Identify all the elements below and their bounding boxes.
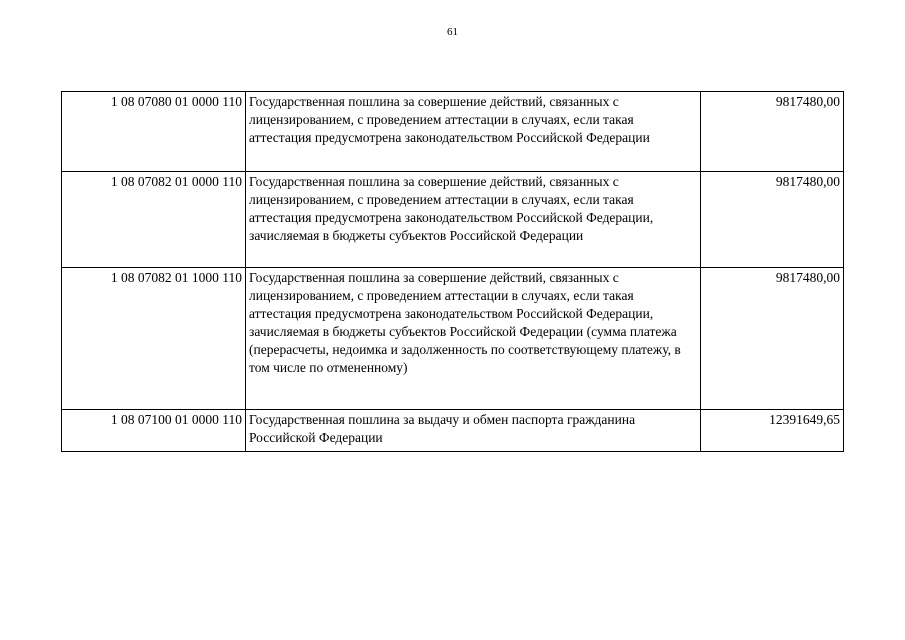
row-description: Государственная пошлина за совершение действий, связанных с лицензированием, с проведением аттестации в случаях, если такая аттестация предусмотрена законодательством Российской Федерации, зачисляемая в бюджеты субъектов Российской Федерации <box>246 172 701 268</box>
row-amount: 9817480,00 <box>701 268 844 410</box>
table-row <box>62 410 844 452</box>
row-amount: 9817480,00 <box>701 172 844 268</box>
row-code: 1 08 07082 01 0000 110 <box>62 172 246 268</box>
table-row <box>62 92 844 172</box>
table-row <box>62 268 844 410</box>
row-amount: 9817480,00 <box>701 92 844 172</box>
row-code: 1 08 07100 01 0000 110 <box>62 410 246 452</box>
row-amount: 12391649,65 <box>701 410 844 452</box>
revenue-table <box>61 91 844 452</box>
row-description: Государственная пошлина за выдачу и обмен паспорта гражданина Российской Федерации <box>246 410 701 452</box>
row-code: 1 08 07080 01 0000 110 <box>62 92 246 172</box>
row-description: Государственная пошлина за совершение действий, связанных с лицензированием, с проведением аттестации в случаях, если такая аттестация предусмотрена законодательством Российской Федерации, зачисляемая в бюджеты субъектов Российской Федерации (сумма платежа (перерасчеты, недоимка и задолженность по соответствующему платежу, в том числе по отмененному) <box>246 268 701 410</box>
row-description: Государственная пошлина за совершение действий, связанных с лицензированием, с проведением аттестации в случаях, если такая аттестация предусмотрена законодательством Российской Федерации <box>246 92 701 172</box>
row-code: 1 08 07082 01 1000 110 <box>62 268 246 410</box>
table-row <box>62 172 844 268</box>
page-number: 61 <box>447 26 458 38</box>
